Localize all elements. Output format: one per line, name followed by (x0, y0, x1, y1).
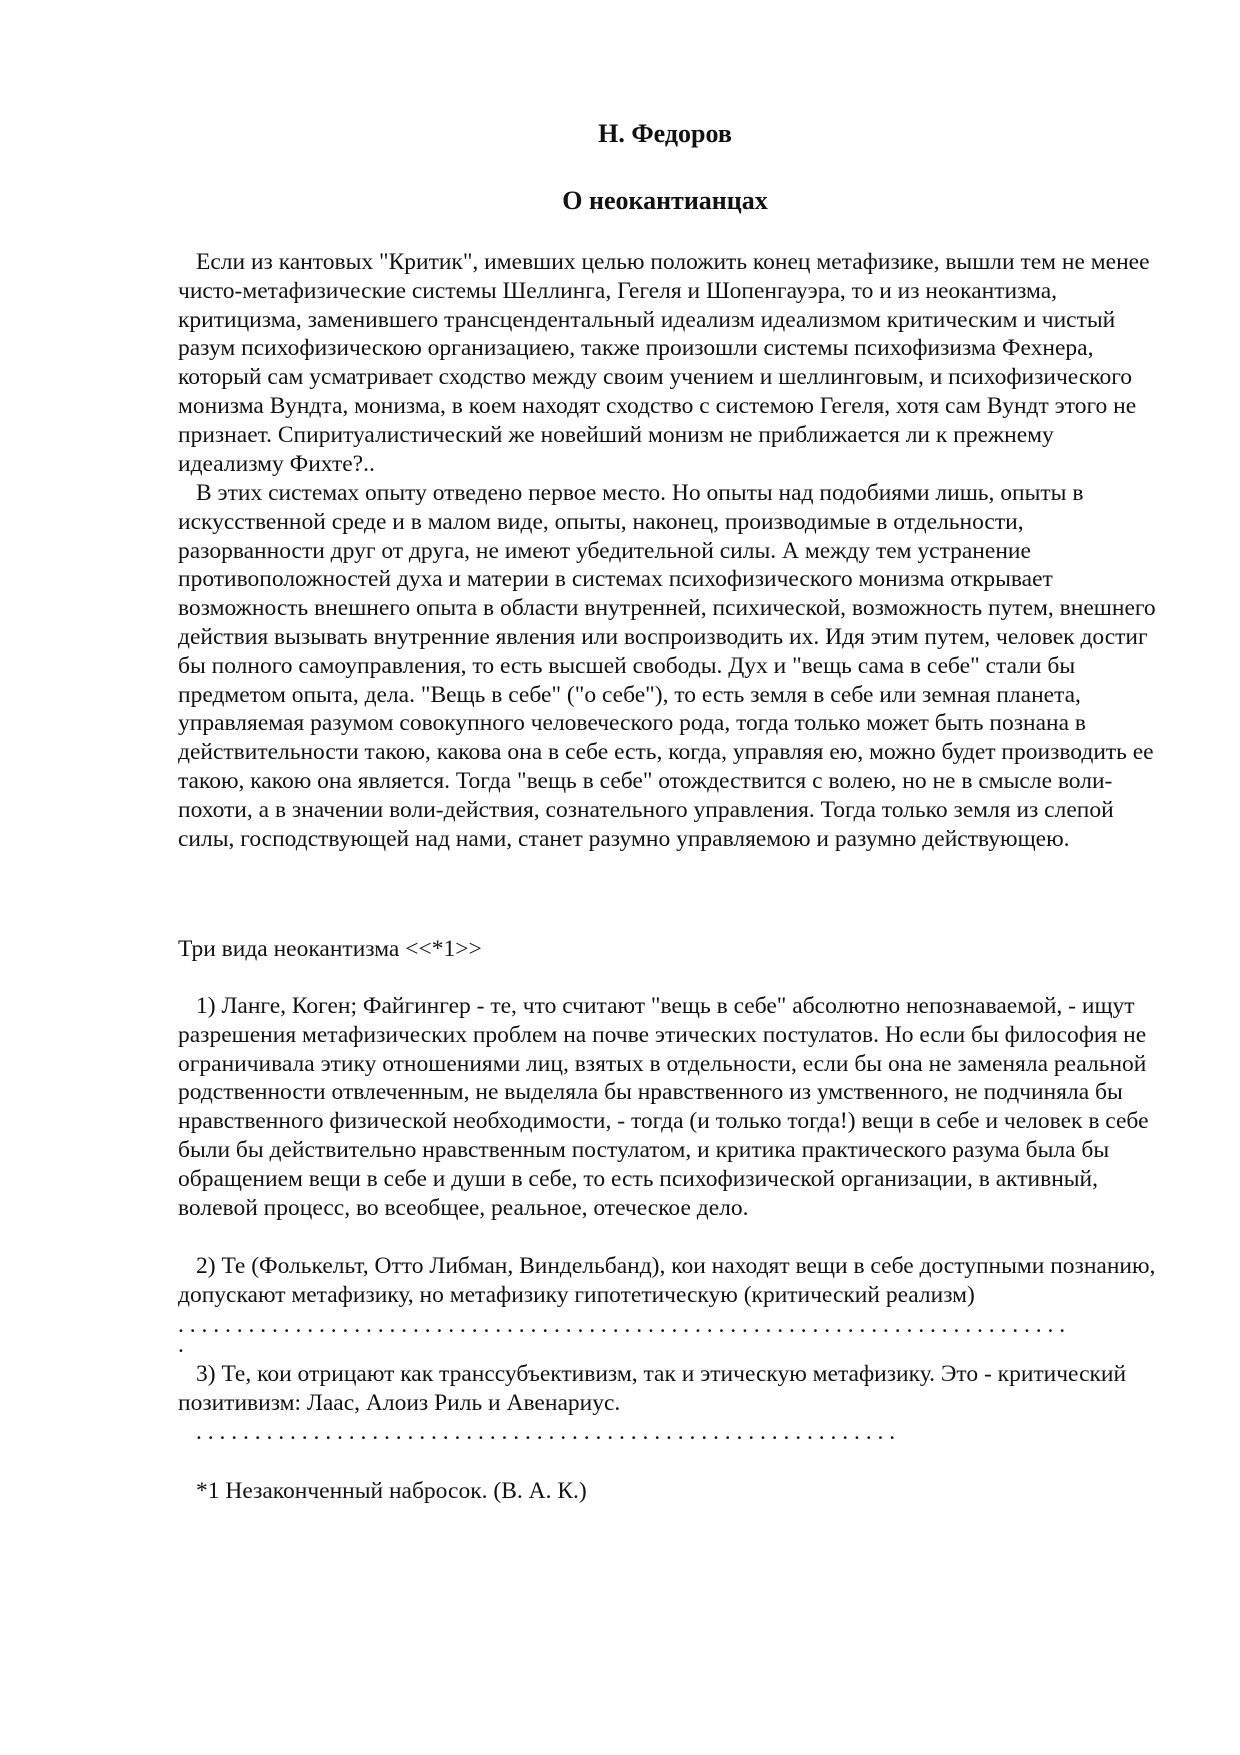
section-heading: Три вида неокантизма <<*1>> (178, 936, 482, 962)
paragraph-1: Если из кантовых "Критик", имевших целью положить конец метафизике, вышли тем не менее чисто-метафизические системы Шеллинга, Гегеля и Шопенгауэра, то и из неокантизма, критицизма, заменившего трансцендентальный идеализм идеализмом критическим и чистый разум психофизическою организациею, также произошли системы психофизизма Фехнера, который сам усматривает сходство между своим учением и шеллинговым, и психофизического монизма Вундта, монизма, в коем находят сходство с системою Гегеля, хотя сам Вундт этого не признает. Спиритуалистический же новейший монизм не приближается ли к прежнему идеализму Фихте?.. (178, 249, 1150, 477)
footnote: *1 Незаконченный набросок. (В. А. К.) (196, 1478, 587, 1504)
ellipsis-line: . (178, 1332, 184, 1358)
list-item-1: 1) Ланге, Коген; Файгингер - те, что считают "вещь в себе" абсолютно непознаваемой, - ищут разрешения метафизических проблем на почве этических постулатов. Но если бы философия не ограничивала этику отношениями лиц, взятых в отдельности, если бы она не заменяла реальной родственности отвлеченным, не выделяла бы нравственного из умственного, не подчиняла бы нравственного физической необходимости, - тогда (и только тогда!) вещи в себе и человек в себе были бы действительно нравственным постулатом, и критика практического разума была бы обращением вещи в себе и души в себе, то есть психофизической организации, в активный, волевой процесс, во всеобщее, реальное, отеческое дело. (178, 993, 1149, 1221)
article-title: О неокантианцах (562, 186, 768, 215)
author-name: Н. Федоров (598, 119, 732, 148)
list-item-3: 3) Те, кои отрицают как транссубъективизм, так и этическую метафизику. Это - критический позитивизм: Лаас, Алоиз Риль и Авенариус. (178, 1361, 1127, 1416)
paragraph-2: В этих системах опыту отведено первое место. Но опыты над подобиями лишь, опыты в искусственной среде и в малом виде, опыты, наконец, производимые в отдельности, разорванности друг от друга, не имеют убедительной силы. А между тем устранение противоположностей духа и материи в системах психофизического монизма открывает возможность внешнего опыта в области внутренней, психической, возможность путем, внешнего действия вызывать внутренние явления или воспроизводить их. Идя этим путем, человек достиг бы полного самоуправления, то есть высшей свободы. Дух и "вещь сама в себе" стали бы предметом опыта, дела. "Вещь в себе" ("о себе"), то есть земля в себе или земная планета, управляемая разумом совокупного человеческого рода, тогда только может быть познана в действительности такою, какова она в себе есть, когда, управляя ею, можно будет производить ее такою, какою она является. Тогда "вещь в себе" отождествится с волею, но не в смысле воли-похоти, а в значении воли-действия, сознательного управления. Тогда только земля из слепой силы, господствующей над нами, станет разумно управляемою и разумно действующею. (178, 480, 1156, 852)
ellipsis-line: . . . . . . . . . . . . . . . . . . . . . . . . . . . . . . . . . . . . . . . . . . . . . . . . . . . . . . . . . . . . . . . . . . . . . . . . . . . . (178, 1312, 1066, 1338)
ellipsis-line: . . . . . . . . . . . . . . . . . . . . . . . . . . . . . . . . . . . . . . . . . . . . . . . . . . . . . . . . . . . . (196, 1419, 896, 1445)
list-item-2: 2) Те (Фолькельт, Отто Либман, Виндельбанд), кои находят вещи в себе доступными познанию, допускают метафизику, но метафизику гипотетическую (критический реализм) (178, 1253, 1156, 1308)
